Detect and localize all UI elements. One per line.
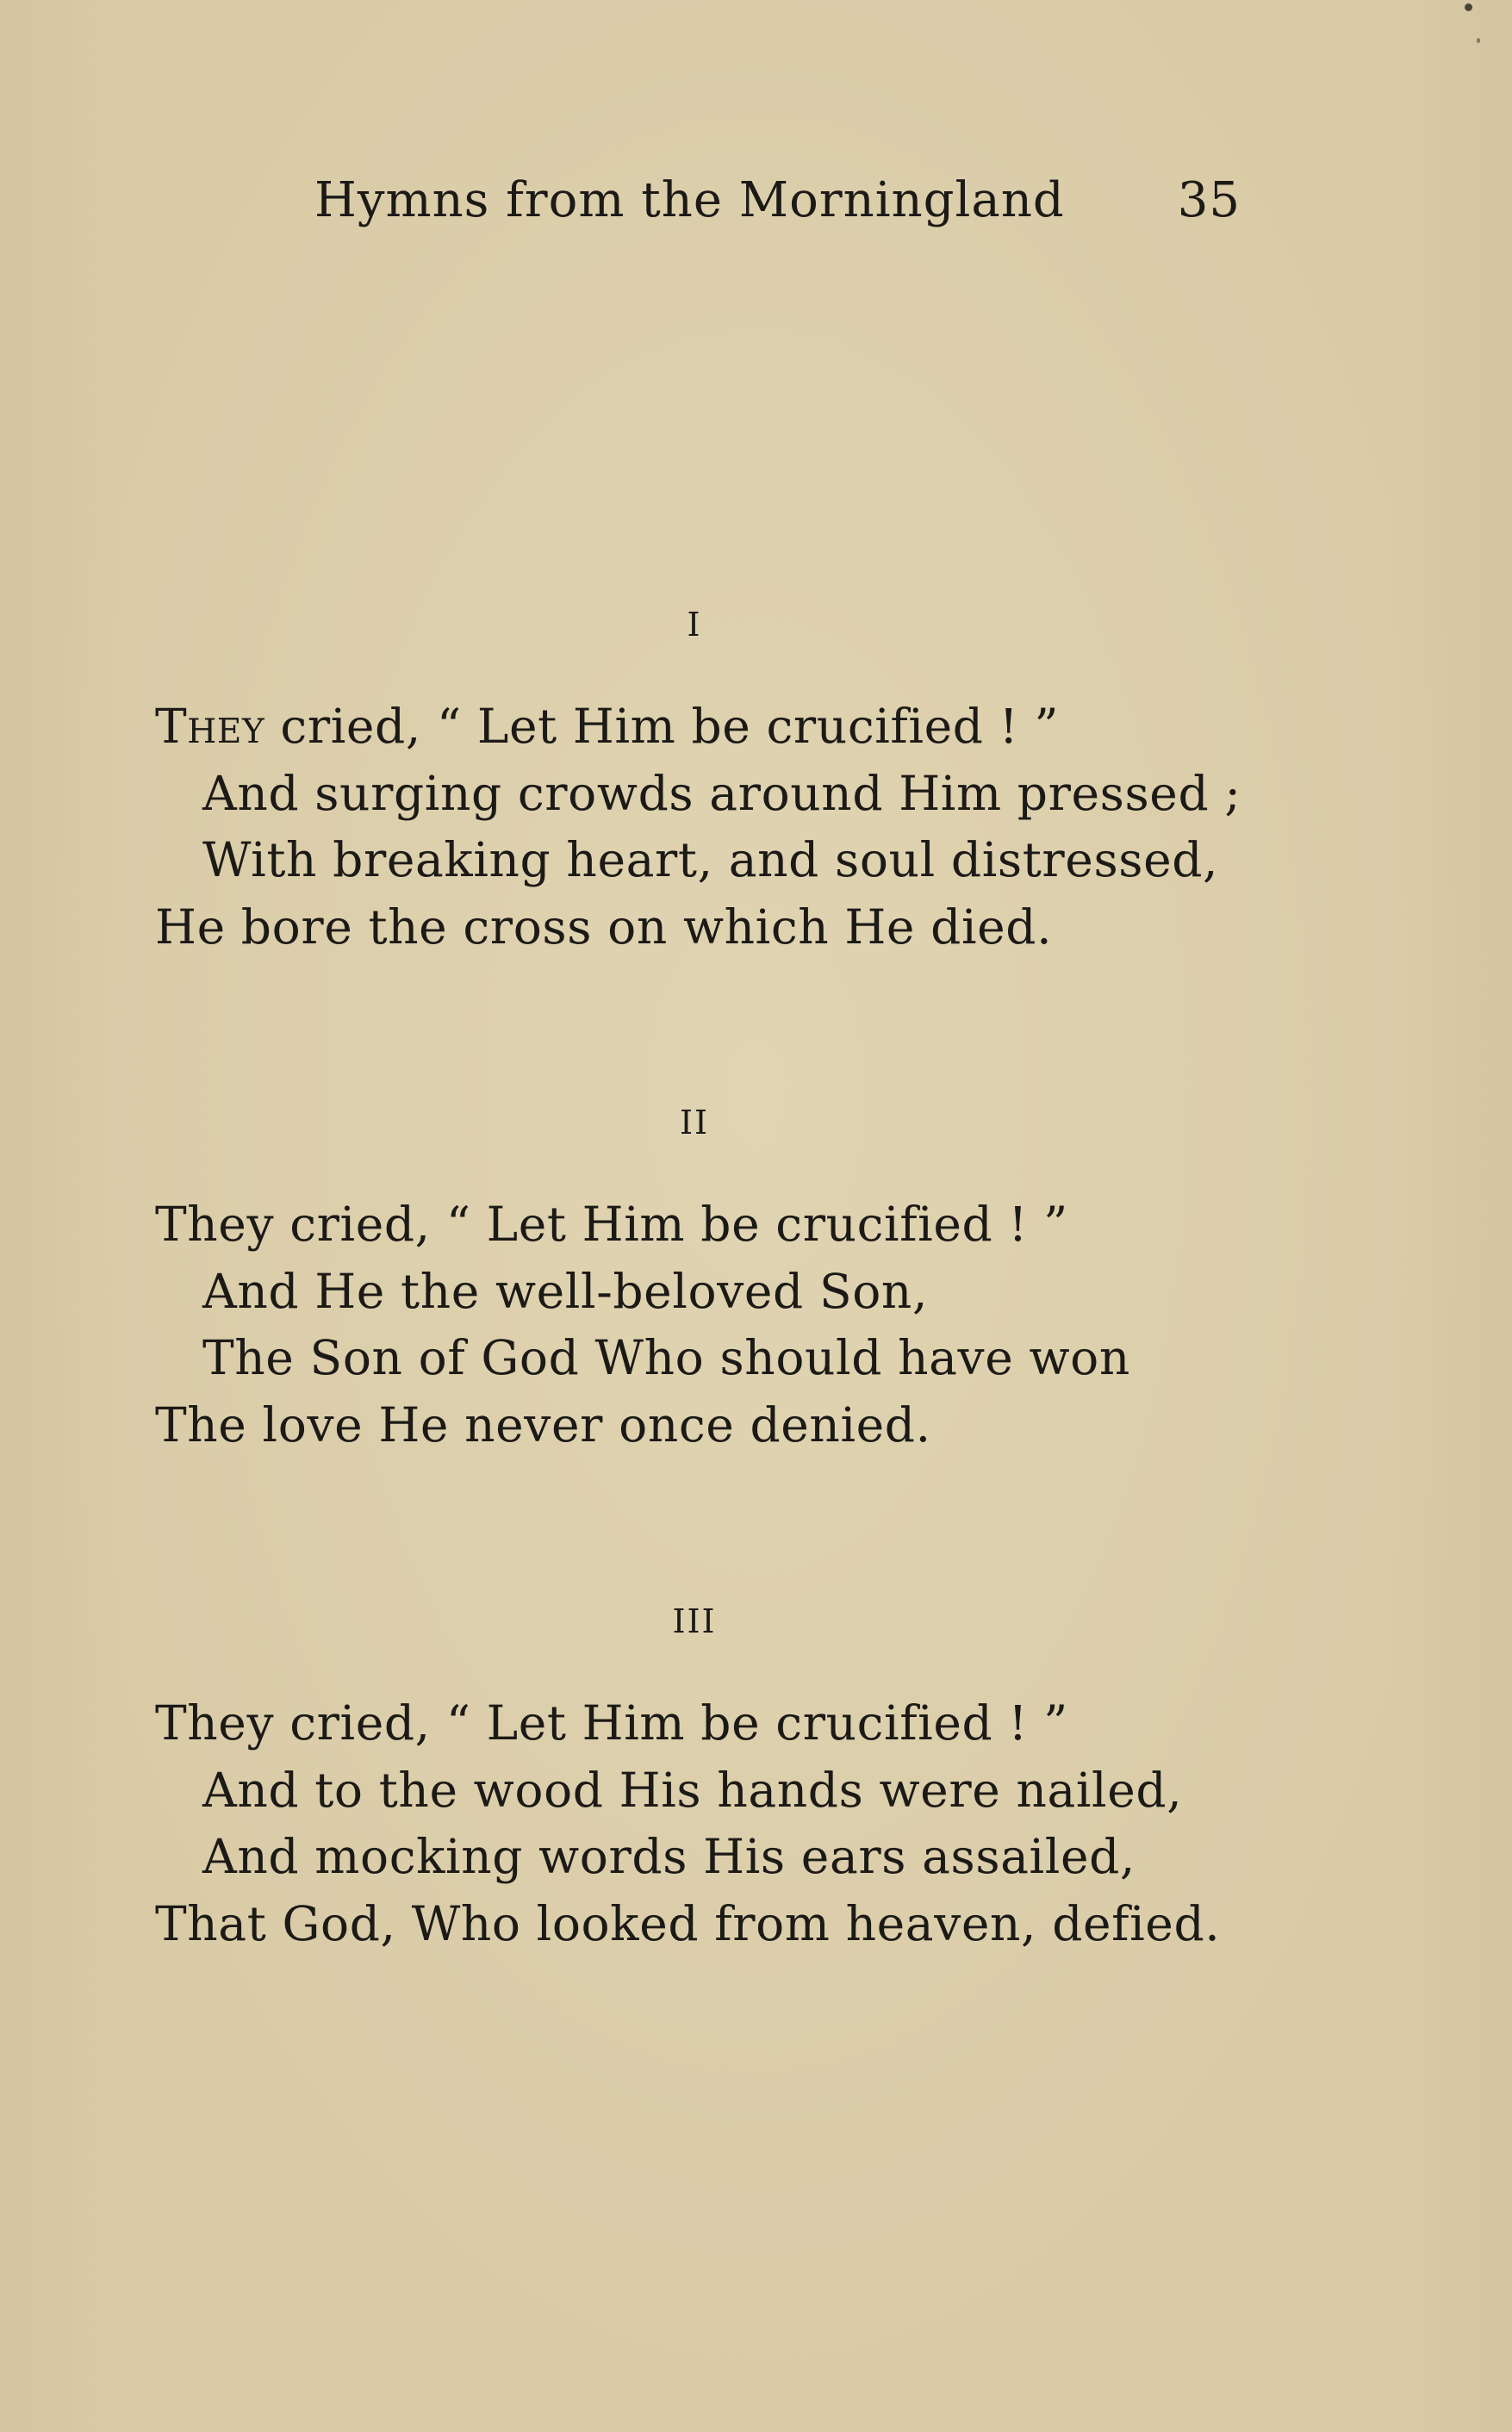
verse-line: And He the well-beloved Son, xyxy=(202,1263,929,1319)
page-number: 35 xyxy=(1177,172,1241,228)
paper-speck xyxy=(1465,3,1472,11)
verse-line: The love He never once denied. xyxy=(155,1396,931,1452)
running-head xyxy=(314,171,1241,231)
verse-line: They cried, “ Let Him be crucified ! ” xyxy=(155,1695,1068,1751)
verse-line: That God, Who looked from heaven, defied. xyxy=(155,1895,1221,1951)
verse-line: And to the wood His hands were nailed, xyxy=(202,1762,1183,1818)
verse-line: They cried, “ Let Him be crucified ! ” xyxy=(155,699,1060,754)
stanza-number-3: III xyxy=(672,1602,717,1640)
stanza-2 xyxy=(155,1191,1361,1459)
verse-line: He bore the cross on which He died. xyxy=(155,899,1053,955)
verse-line: And mocking words His ears assailed, xyxy=(202,1829,1136,1884)
verse-line: With breaking heart, and soul distressed, xyxy=(202,832,1219,887)
running-title: Hymns from the Morningland xyxy=(314,172,1065,228)
verse-line: The Son of God Who should have won xyxy=(202,1330,1130,1385)
stanza-1 xyxy=(155,694,1361,961)
stanza-3 xyxy=(155,1690,1361,1957)
verse-line: And surging crowds around Him pressed ; xyxy=(202,765,1241,821)
verse-line: They cried, “ Let Him be crucified ! ” xyxy=(155,1197,1068,1252)
stanza-number-2: II xyxy=(679,1104,710,1141)
stanza-number-1: I xyxy=(687,606,702,644)
paper-speck xyxy=(1477,38,1480,43)
